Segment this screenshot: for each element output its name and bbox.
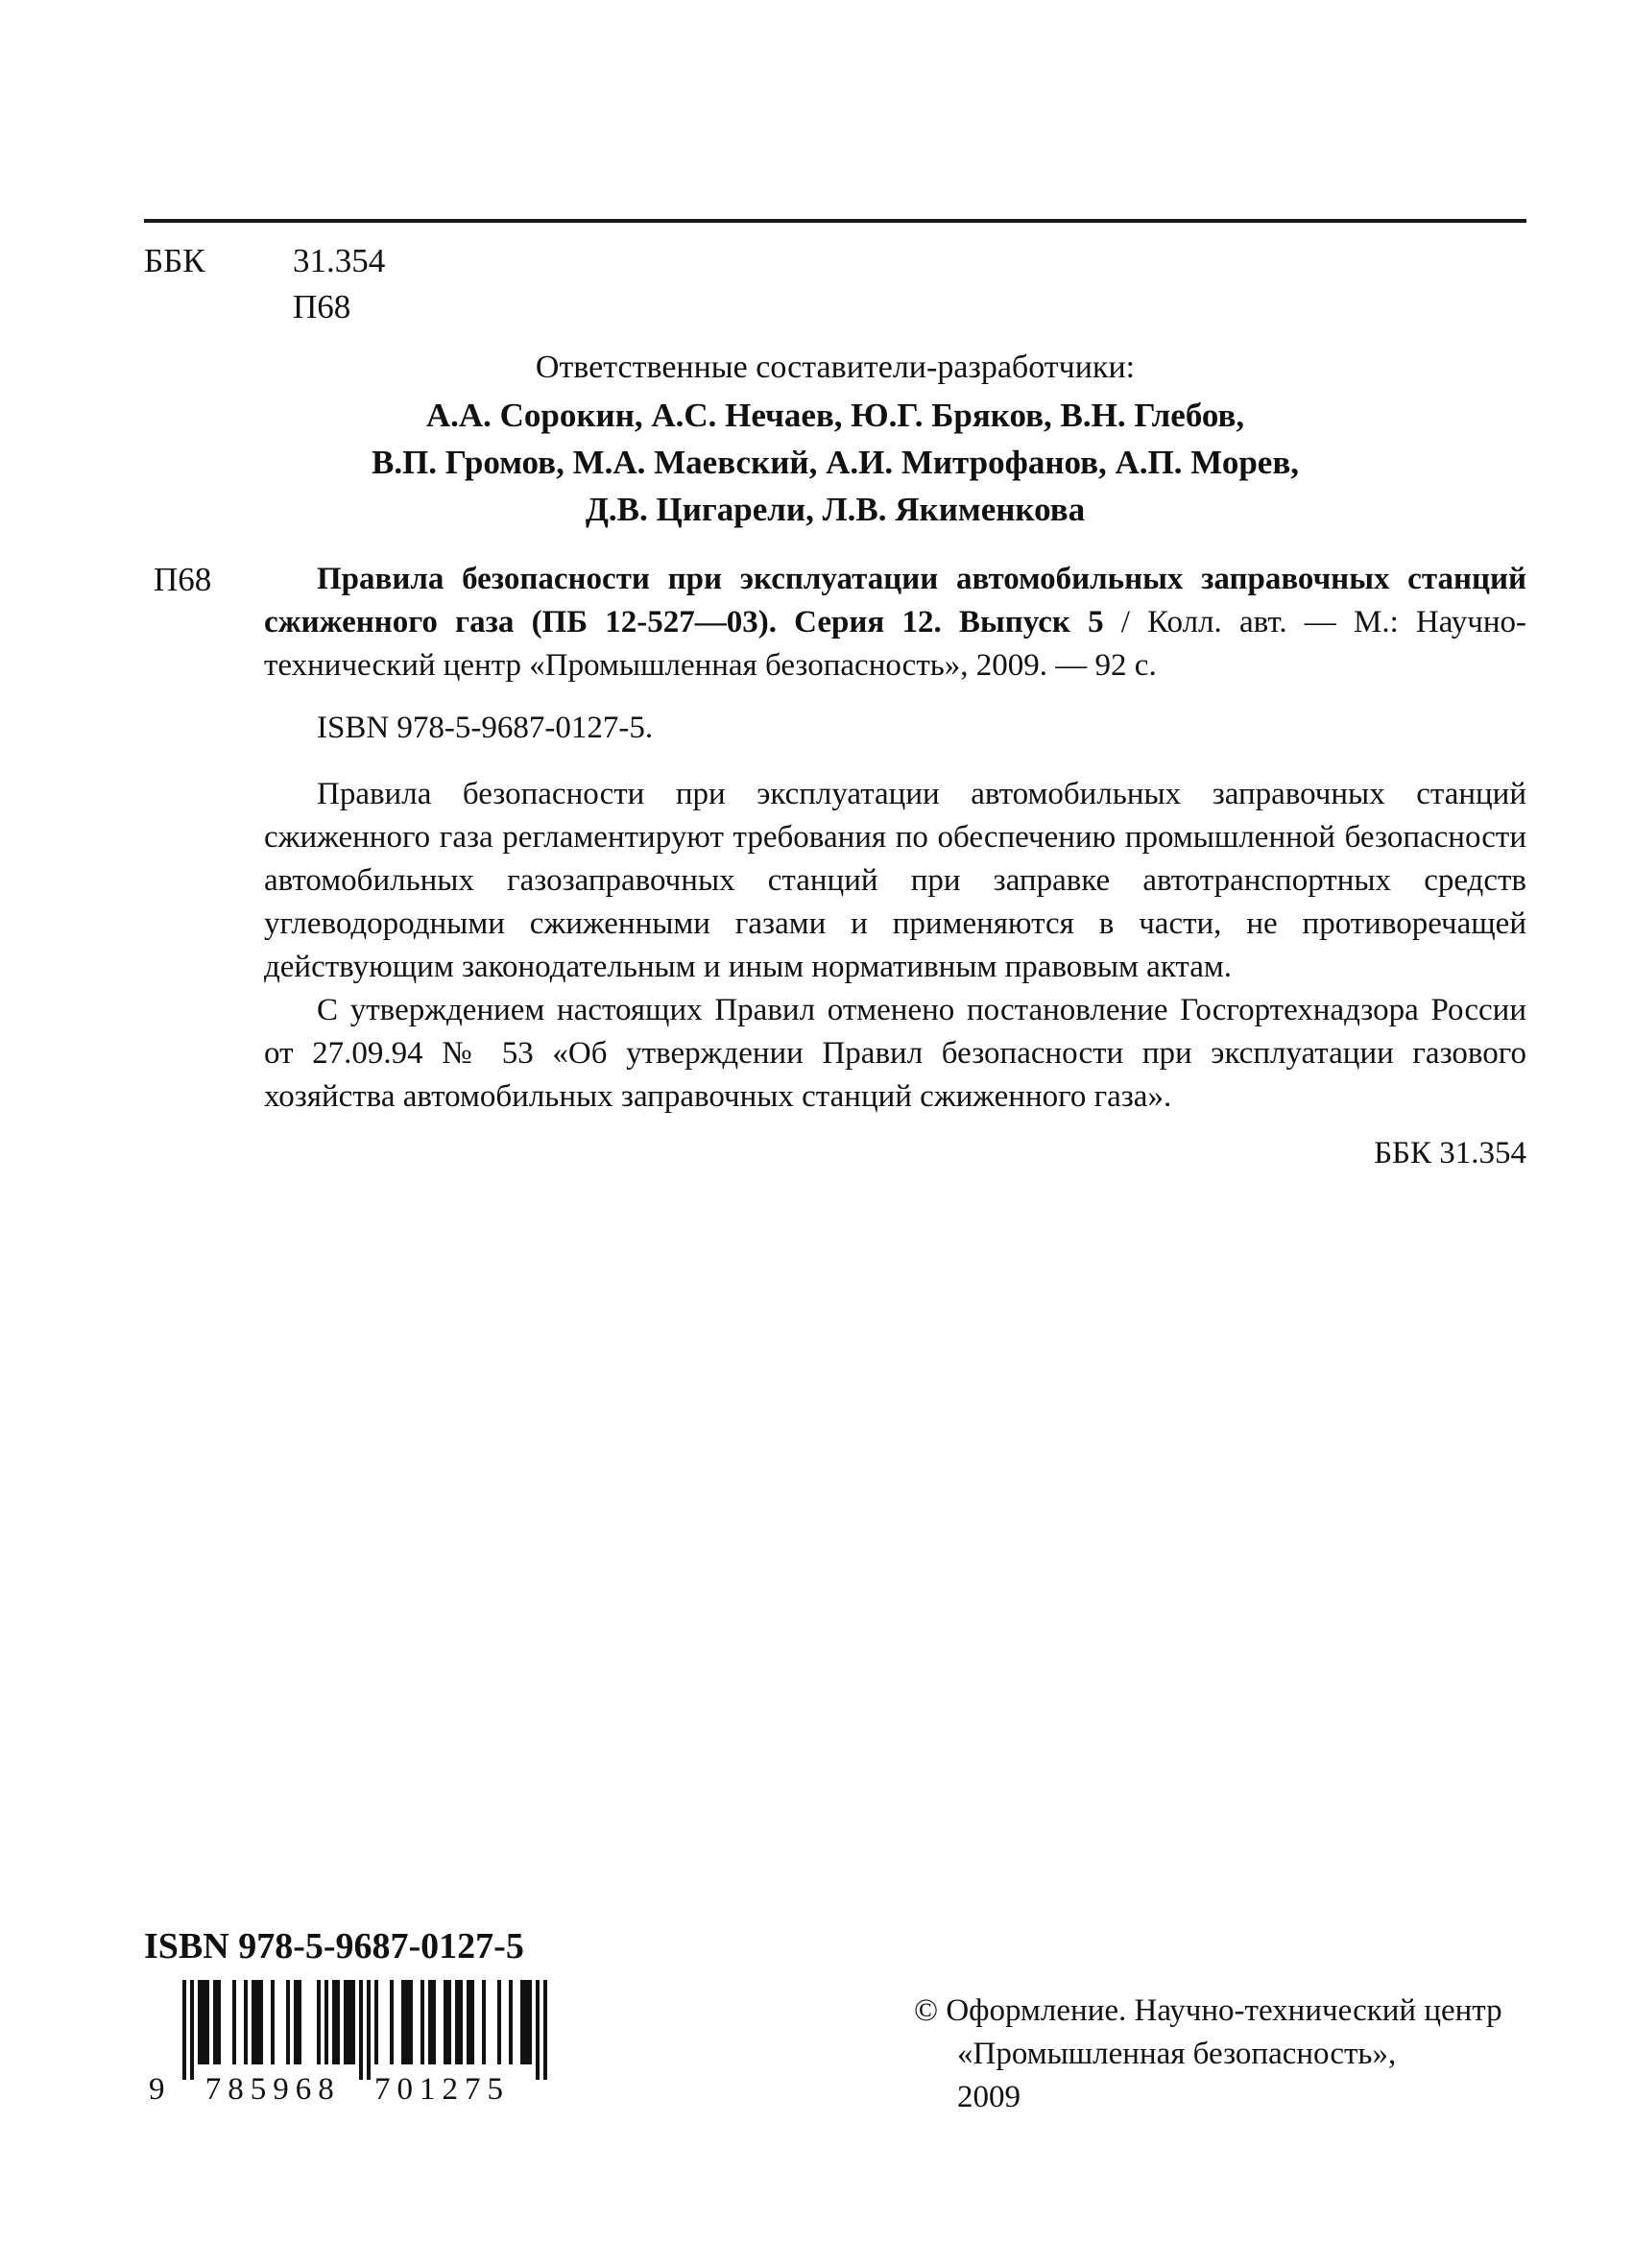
copyright-line-3: 2009: [957, 2080, 1021, 2114]
annotation-paragraph-1: Правила безопасности при эксплуатации автомобильных заправочных станций сжиженного газа регламентируют требования по обеспечению промышленной безопасности автомобильных газозаправочных станций при заправке автотранспортных средств углеводородными сжиженными газами и применяются в части, не противоречащей действующим законодательным и иным нормативным правовым актам.: [264, 777, 1526, 984]
bbk-row-2: [144, 284, 1526, 330]
bbk-block: [144, 238, 1526, 330]
entry-imprint: / Колл. авт. — М.: Научно-технический центр «Промышленная безопасность», 2009. — 92 с.: [264, 605, 1526, 683]
bbk-label: ББК: [144, 242, 205, 279]
copyright-block: [914, 1990, 1548, 2119]
compilers-block: [144, 344, 1526, 533]
entry-title: Правила безопасности при эксплуатации автомобильных заправочных станций сжиженного газа (ПБ 12-527—03). Серия 12. Выпуск 5: [264, 562, 1526, 639]
compilers-line-3: Д.В. Цигарели, Л.В. Якименкова: [585, 491, 1086, 528]
bbk-footnote: ББК 31.354: [1374, 1136, 1526, 1170]
content-column: [144, 0, 1526, 1175]
bbk-spacer: [144, 284, 293, 330]
bibliographic-entry: [154, 558, 1526, 688]
compilers-line-2: В.П. Громов, М.А. Маевский, А.И. Митрофанов, А.П. Морев,: [371, 444, 1299, 481]
bbk-author-sign: П68: [293, 288, 351, 326]
footer-isbn: ISBN 978-5-9687-0127-5: [144, 1926, 524, 1966]
compilers-line-1: А.А. Сорокин, А.С. Нечаев, Ю.Г. Бряков, В.Н. Глебов,: [425, 397, 1245, 434]
bbk-number: 31.354: [293, 242, 386, 279]
top-rule: [144, 219, 1526, 223]
entry-margin-code: П68: [154, 561, 212, 598]
isbn-line: ISBN 978-5-9687-0127-5.: [317, 711, 654, 745]
ean-barcode-icon: [182, 1980, 547, 2080]
body-block: [154, 558, 1526, 1175]
bbk-row-1: [144, 238, 1526, 284]
copyright-line-2: «Промышленная безопасность»,: [957, 2037, 1397, 2071]
annotation-paragraph-2: С утверждением настоящих Правил отменено постановление Госгортехнадзора России от 27.09.94 № 53 «Об утверждении Правил безопасности при эксплуатации газового хозяйства автомобильных заправочных станций сжиженного газа».: [264, 993, 1526, 1114]
copyright-line-1: © Оформление. Научно-технический центр: [914, 1993, 1502, 2028]
compilers-heading: Ответственные составители-разработчики:: [535, 350, 1136, 385]
barcode-digits: 9 785968 701275: [149, 2072, 510, 2107]
